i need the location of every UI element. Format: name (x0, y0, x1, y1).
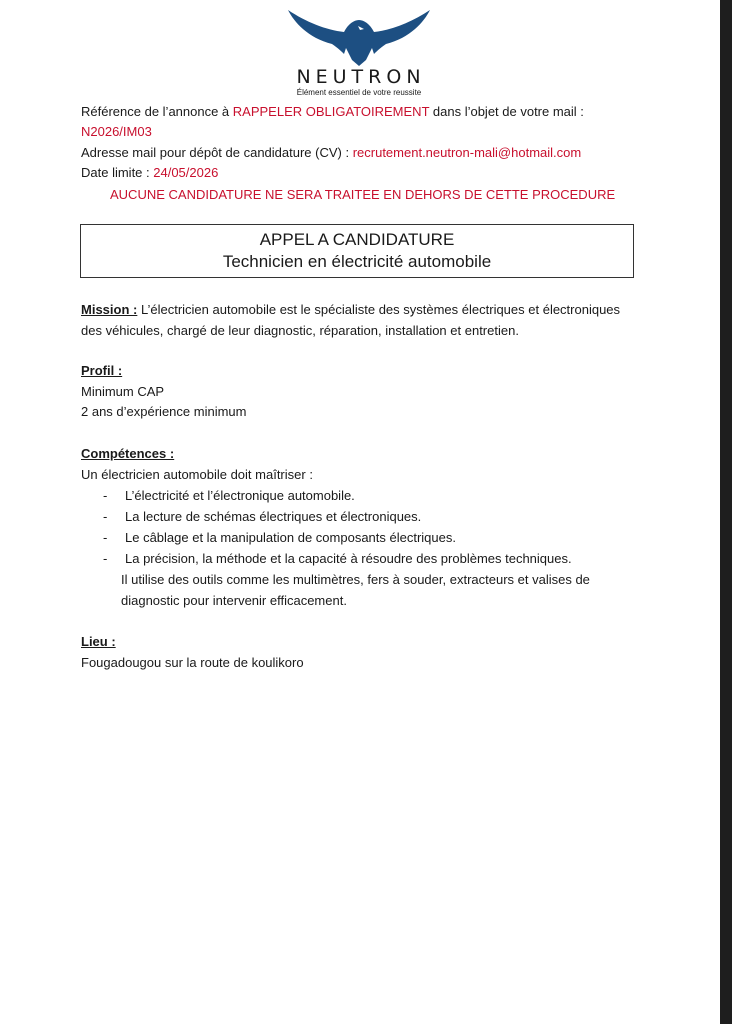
brand-name: NEUTRON (296, 66, 426, 88)
competence-item: Le câblage et la manipulation de composants électriques. (125, 530, 456, 545)
bullet-dash: - (103, 530, 108, 545)
mission-text-2: des véhicules, chargé de leur diagnostic, réparation, installation et entretien. (81, 323, 519, 338)
reference-emphasis: RAPPELER OBLIGATOIREMENT (232, 104, 430, 119)
eagle-icon (286, 8, 432, 66)
lieu-text: Fougadougou sur la route de koulikoro (81, 655, 304, 670)
bullet-dash: - (103, 509, 108, 524)
email-label: Adresse mail pour dépôt de candidature (CV) : (81, 145, 353, 160)
tools-note-2: diagnostic pour intervenir efficacement. (121, 593, 347, 608)
competence-item: L’électricité et l’électronique automobile. (125, 488, 355, 503)
profil-heading: Profil : (81, 363, 123, 378)
mission-text-1: L’électricien automobile est le spécialiste des systèmes électriques et électroniques (137, 302, 621, 317)
reference-suffix: dans l’objet de votre mail : (429, 104, 584, 119)
company-logo (286, 8, 432, 97)
call-title: APPEL A CANDIDATURE (259, 230, 455, 249)
competence-item: La lecture de schémas électriques et électroniques. (125, 509, 422, 524)
tools-note-1: Il utilise des outils comme les multimètres, fers à souder, extracteurs et valises de (121, 572, 590, 587)
procedure-warning: AUCUNE CANDIDATURE NE SERA TRAITEE EN DEHORS DE CETTE PROCEDURE (110, 187, 616, 202)
title-box (80, 224, 634, 278)
mission-heading: Mission : (81, 302, 138, 317)
competences-intro: Un électricien automobile doit maîtriser : (81, 467, 313, 482)
email-address[interactable]: recrutement.neutron-mali@hotmail.com (352, 145, 582, 160)
brand-tagline: Élément essentiel de votre reussite (296, 88, 422, 97)
email-line (81, 144, 581, 162)
competences-heading: Compétences : (81, 446, 175, 461)
reference-prefix: Référence de l’annonce à (81, 104, 233, 119)
deadline-line (81, 164, 218, 182)
profil-item: Minimum CAP (81, 384, 165, 399)
bullet-dash: - (103, 551, 108, 566)
mission-line-1 (81, 301, 620, 319)
reference-code: N2026/IM03 (81, 124, 152, 139)
deadline-date: 24/05/2026 (153, 165, 219, 180)
right-edge-bar (720, 0, 732, 1024)
bullet-dash: - (103, 488, 108, 503)
profil-item: 2 ans d’expérience minimum (81, 404, 247, 419)
lieu-heading: Lieu : (81, 634, 116, 649)
job-title: Technicien en électricité automobile (222, 252, 492, 271)
deadline-label: Date limite : (81, 165, 154, 180)
competence-item: La précision, la méthode et la capacité à résoudre des problèmes techniques. (125, 551, 572, 566)
reference-line (81, 103, 584, 121)
